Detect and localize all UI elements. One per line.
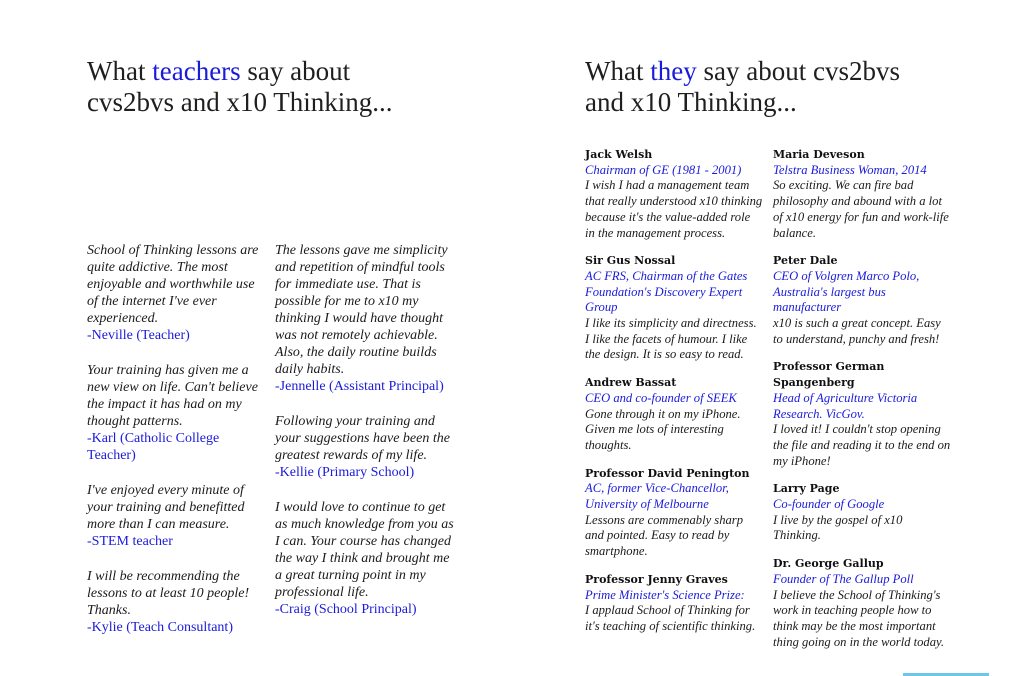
testimonial-attribution: -Kellie (Primary School) — [275, 465, 415, 480]
heading-suffix: say about — [240, 56, 351, 86]
testimonial-quote: Following your training and your suggestions have been the greatest rewards of my life. — [275, 414, 450, 463]
endorsement — [773, 359, 951, 469]
heading-highlight: teachers — [152, 56, 241, 86]
endorsement — [585, 147, 763, 241]
endorsement-quote: I wish I had a management team that really understood x10 thinking because it's the value-added role in the management process. — [585, 178, 763, 240]
endorser-name: Jack Welsh — [585, 148, 653, 161]
endorser-role: Head of Agriculture Victoria Research. VicGov. — [773, 390, 918, 421]
endorsement-quote: I believe the School of Thinking's work in teaching people how to think may be the most important thing going on in the world today. — [773, 587, 945, 649]
testimonial-attribution: -Karl (Catholic College Teacher) — [87, 431, 220, 463]
testimonial — [87, 362, 267, 464]
testimonial — [87, 482, 267, 550]
testimonial — [275, 499, 455, 618]
experts-heading — [585, 56, 900, 118]
endorser-role: Telstra Business Woman, 2014 — [773, 162, 927, 177]
testimonial-quote: School of Thinking lessons are quite addictive. The most enjoyable and worthwhile use of the internet I've ever experienced. — [87, 243, 259, 326]
endorsement — [773, 253, 951, 347]
endorsement-quote: I live by the gospel of x10 Thinking. — [773, 512, 903, 543]
heading-highlight: they — [650, 56, 697, 86]
endorser-name: Larry Page — [773, 482, 840, 496]
endorsements-column-1 — [585, 147, 763, 647]
endorser-name: Professor David Penington — [585, 466, 750, 480]
endorser-name: Sir Gus Nossal — [585, 254, 676, 268]
endorser-role: Prime Minister's Science Prize: — [585, 587, 745, 602]
endorser-role: CEO and co-founder of SEEK — [585, 390, 737, 405]
endorsement-quote: Lessons are commenably sharp and pointed. Easy to read by smartphone. — [585, 512, 743, 559]
testimonial-quote: The lessons gave me simplicity and repetition of mindful tools for immediate use. That is possible for me to x10 my thinking I would have thought was not remotely achievable. Also, the daily routine builds daily habits. — [275, 243, 448, 377]
endorsement-quote: Gone through it on my iPhone. Given me lots of interesting thoughts. — [585, 406, 741, 452]
endorser-name: Andrew Bassat — [585, 376, 677, 390]
heading-line2: and x10 Thinking... — [585, 87, 797, 117]
testimonial-attribution: -Craig (School Principal) — [275, 602, 417, 617]
testimonial-quote: I've enjoyed every minute of your training and benefitted more than I can measure. — [87, 483, 245, 532]
teachers-heading — [87, 56, 393, 118]
endorser-name: Professor Jenny Graves — [585, 572, 728, 586]
endorser-name: Maria Deveson — [773, 148, 865, 161]
endorser-role: AC, former Vice-Chancellor, University of Melbourne — [585, 481, 729, 512]
testimonial-quote: I would love to continue to get as much knowledge from you as I can. Your course has changed the way I think and brought me a great turning point in my professional life. — [275, 500, 454, 600]
testimonial-attribution: -Kylie (Teach Consultant) — [87, 620, 233, 635]
endorsement — [585, 375, 763, 454]
endorsement-quote: x10 is such a great concept. Easy to understand, punchy and fresh! — [773, 316, 941, 346]
endorsement-quote: I loved it! I couldn't stop opening the file and reading it to the end on my iPhone! — [773, 422, 951, 468]
teacher-testimonials-column-1 — [87, 242, 267, 654]
endorser-name: Peter Dale — [773, 254, 838, 268]
endorser-name: Professor German Spangenberg — [773, 360, 885, 390]
endorsement — [585, 572, 763, 635]
endorser-role: CEO of Volgren Marco Polo, Australia's largest bus manufacturer — [773, 268, 920, 315]
endorsement-quote: I applaud School of Thinking for it's teaching of scientific thinking. — [585, 603, 756, 633]
endorser-role: Chairman of GE (1981 - 2001) — [585, 162, 742, 177]
endorsement-quote: I like its simplicity and directness. I like the facets of humour. I like the design. It is so easy to read. — [585, 316, 757, 362]
endorsements-column-2 — [773, 147, 951, 662]
endorsement — [773, 556, 951, 650]
heading-suffix: say about cvs2bvs — [696, 56, 900, 86]
testimonial-attribution: -STEM teacher — [87, 534, 173, 549]
heading-prefix: What — [585, 56, 651, 86]
testimonial — [87, 568, 267, 636]
endorsement — [773, 481, 951, 544]
testimonial-attribution: -Neville (Teacher) — [87, 328, 190, 343]
endorsement-quote: So exciting. We can fire bad philosophy and abound with a lot of x10 energy for fun and work-life balance. — [773, 178, 949, 240]
endorser-name: Dr. George Gallup — [773, 557, 884, 571]
endorsement — [585, 466, 763, 560]
endorser-role: Founder of The Gallup Poll — [773, 571, 914, 586]
endorsement — [773, 147, 951, 241]
testimonial-quote: Your training has given me a new view on life. Can't believe the impact it has had on my thought patterns. — [87, 363, 258, 429]
testimonial — [87, 242, 267, 344]
testimonial — [275, 413, 455, 481]
testimonial-quote: I will be recommending the lessons to at least 10 people! Thanks. — [87, 569, 250, 618]
testimonial — [275, 242, 455, 395]
endorser-role: AC FRS, Chairman of the Gates Foundation's Discovery Expert Group — [585, 268, 748, 315]
heading-line2: cvs2bvs and x10 Thinking... — [87, 87, 393, 117]
heading-prefix: What — [87, 56, 153, 86]
endorsement — [585, 253, 763, 363]
testimonial-attribution: -Jennelle (Assistant Principal) — [275, 379, 444, 394]
teacher-testimonials-column-2 — [275, 242, 455, 636]
endorser-role: Co-founder of Google — [773, 497, 885, 512]
